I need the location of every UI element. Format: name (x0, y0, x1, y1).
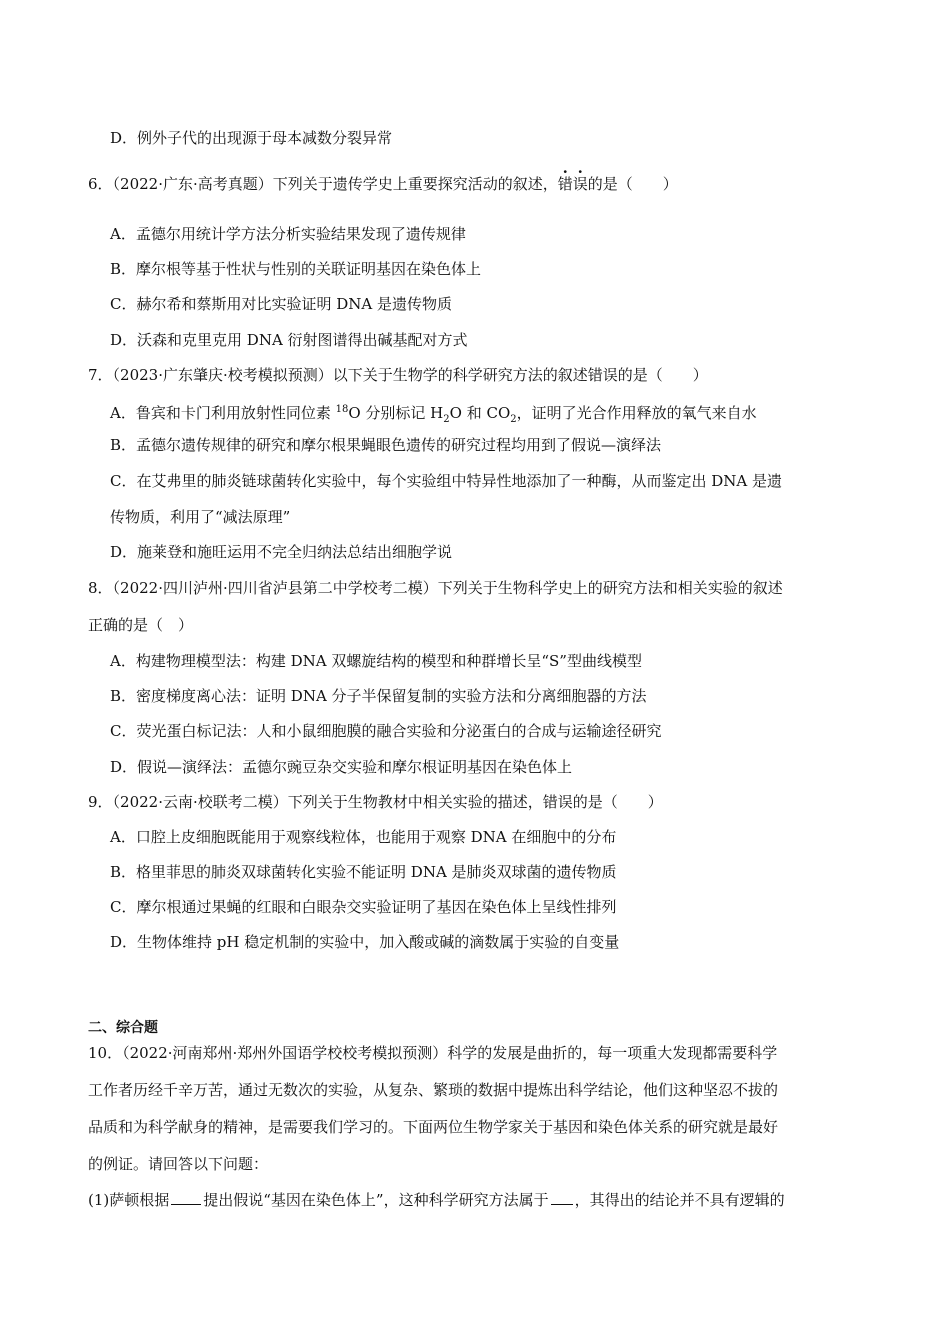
q10-subquestion-1 (88, 1190, 785, 1210)
q6-emphasis-2: 误 (572, 175, 588, 193)
q9-option-d: D．生物体维持 pH 稳定机制的实验中，加入酸或碱的滴数属于实验的自变量 (110, 933, 620, 951)
q7-option-a-text-3: O 和 CO (449, 404, 511, 422)
q7-option-c-line2: 传物质，利用了“减法原理” (110, 508, 291, 526)
q7-option-a-text-4: ，证明了光合作用释放的氧气来自水 (516, 404, 757, 422)
q7-option-a-text: A．鲁宾和卡门利用放射性同位素 (110, 404, 336, 422)
q6-option-c: C．赫尔希和蔡斯用对比实验证明 DNA 是遗传物质 (110, 295, 452, 313)
q10-line3: 品质和为科学献身的精神，是需要我们学习的。下面两位生物学家关于基因和染色体关系的研究就是最好 (88, 1118, 779, 1136)
q6-stem-text: 6．（2022·广东·高考真题）下列关于遗传学史上重要探究活动的叙述， (88, 175, 558, 193)
q6-stem-tail: 的是（ ） (587, 175, 678, 193)
q10-sub1-text-a: (1)萨顿根据 (88, 1191, 170, 1209)
q7-option-d: D．施莱登和施旺运用不完全归纳法总结出细胞学说 (110, 543, 453, 561)
answer-blank-1[interactable] (171, 1190, 201, 1205)
q9-option-b: B．格里菲思的肺炎双球菌转化实验不能证明 DNA 是肺炎双球菌的遗传物质 (110, 863, 617, 881)
q8-stem-line1: 8．（2022·四川泸州·四川省泸县第二中学校考二模）下列关于生物科学史上的研究方法和相关实验的叙述 (88, 579, 783, 597)
subscript-2: 2 (443, 414, 450, 425)
q7-option-c-line1: C．在艾弗里的肺炎链球菌转化实验中，每个实验组中特异性地添加了一种酶，从而鉴定出 DNA 是遗 (110, 472, 783, 490)
q9-option-a: A．口腔上皮细胞既能用于观察线粒体，也能用于观察 DNA 在细胞中的分布 (110, 828, 617, 846)
section-heading: 二、综合题 (88, 1020, 158, 1036)
answer-blank-2[interactable] (551, 1190, 573, 1205)
q5-option-d: D．例外子代的出现源于母本减数分裂异常 (110, 129, 393, 147)
q10-sub1-text-c: ，其得出的结论并不具有逻辑的 (574, 1191, 785, 1209)
q7-option-a-text-2: O 分别标记 H (348, 404, 444, 422)
q7-option-b: B．孟德尔遗传规律的研究和摩尔根果蝇眼色遗传的研究过程均用到了假说—演绎法 (110, 436, 662, 454)
q10-sub1-text-b: 提出假说“基因在染色体上”，这种科学研究方法属于 (203, 1191, 549, 1209)
subscript-2b: 2 (510, 414, 517, 425)
q10-line2: 工作者历经千辛万苦，通过无数次的实验，从复杂、繁琐的数据中提炼出科学结论，他们这种坚忍不拔的 (88, 1081, 779, 1099)
q10-line4: 的例证。请回答以下问题： (88, 1155, 269, 1173)
q7-option-a (110, 400, 757, 430)
q6-option-b: B．摩尔根等基于性状与性别的关联证明基因在染色体上 (110, 260, 482, 278)
q8-stem-line2: 正确的是（ ） (88, 616, 194, 634)
isotope-mass-number: 18 (335, 404, 349, 415)
q6-stem (88, 174, 678, 194)
q8-option-c: C．荧光蛋白标记法：人和小鼠细胞膜的融合实验和分泌蛋白的合成与运输途径研究 (110, 722, 662, 740)
q9-option-c: C．摩尔根通过果蝇的红眼和白眼杂交实验证明了基因在染色体上呈线性排列 (110, 898, 617, 916)
q6-option-d: D．沃森和克里克用 DNA 衍射图谱得出碱基配对方式 (110, 331, 468, 349)
q9-stem: 9．（2022·云南·校联考二模）下列关于生物教材中相关实验的描述，错误的是（ ） (88, 793, 663, 811)
q8-option-d: D．假说—演绎法：孟德尔豌豆杂交实验和摩尔根证明基因在染色体上 (110, 758, 573, 776)
q6-option-a: A．孟德尔用统计学方法分析实验结果发现了遗传规律 (110, 225, 466, 243)
q10-line1: 10．（2022·河南郑州·郑州外国语学校校考模拟预测）科学的发展是曲折的，每一项重大发现都需要科学 (88, 1044, 778, 1062)
q8-option-a: A．构建物理模型法：构建 DNA 双螺旋结构的模型和种群增长呈“S”型曲线模型 (110, 652, 642, 670)
q8-option-b: B．密度梯度离心法：证明 DNA 分子半保留复制的实验方法和分离细胞器的方法 (110, 687, 647, 705)
q7-stem: 7．（2023·广东肇庆·校考模拟预测）以下关于生物学的科学研究方法的叙述错误的是（ ） (88, 366, 708, 384)
q6-emphasis-1: 错 (557, 175, 573, 193)
